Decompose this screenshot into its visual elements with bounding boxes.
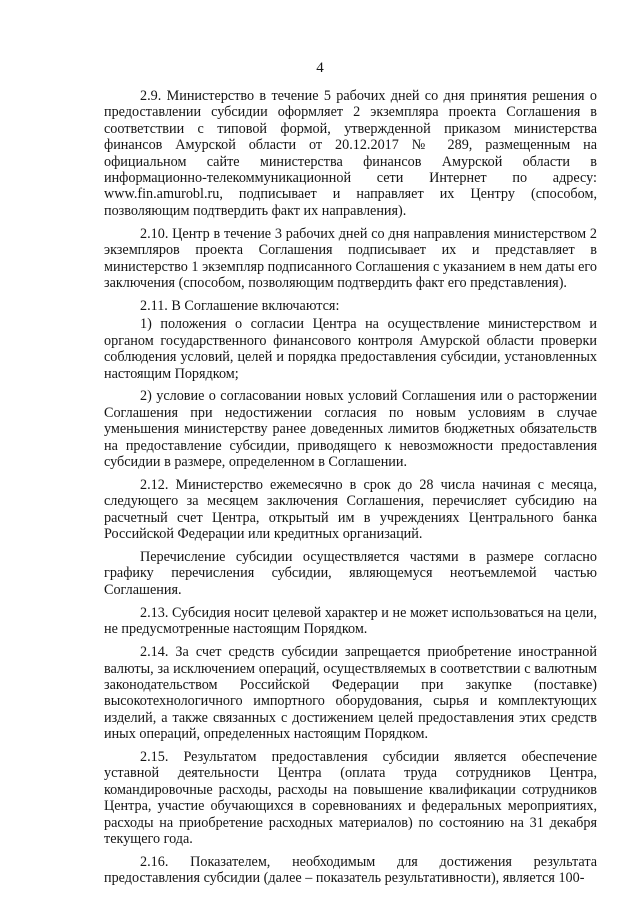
paragraph-2-16: 2.16. Показателем, необходимым для достижения результата предоставления субсидии (далее – показатель результативности), является 100- bbox=[104, 853, 597, 887]
paragraph-2-12: 2.12. Министерство ежемесячно в срок до 28 числа начиная с месяца, следующего за месяцем заключения Соглашения, перечисляет субсидию на расчетный счет Центра, открытый им в учреждениях Центрального банка Российской Федерации или кредитных организаций. bbox=[104, 476, 597, 543]
list-item-1: 1) положения о согласии Центра на осуществление министерством и органом государственного финансового контроля Амурской области проверки соблюдения условий, целей и порядка предоставления субсидии, установленных настоящим Порядком; bbox=[104, 316, 597, 382]
paragraph-2-15: 2.15. Результатом предоставления субсидии является обеспечение уставной деятельности Центра (оплата труда сотрудников Центра, командировочные расходы, расходы на повышение квалификации сотрудников Центра, участие обучающихся в соревнованиях и федеральных мероприятиях, расходы на приобретение расходных материалов) по состоянию на 31 декабря текущего года. bbox=[104, 749, 597, 848]
paragraph-2-11: 2.11. В Соглашение включаются: bbox=[140, 297, 340, 314]
list-item-2: 2) условие о согласовании новых условий Соглашения или о расторжении Соглашения при недостижении согласия по новым условиям в случае уменьшения министерству ранее доведенных лимитов бюджетных обязательств на предоставление субсидии, приводящего к невозможности предоставления субсидии в размере, определенном в Соглашении. bbox=[104, 388, 597, 471]
paragraph-2-10: 2.10. Центр в течение 3 рабочих дней со дня направления министерством 2 экземпляров проекта Соглашения подписывает их и представляет в министерство 1 экземпляр подписанного Соглашения с указанием в нем даты его заключения (способом, позволяющим подтвердить факт его представления). bbox=[104, 225, 597, 291]
paragraph-2-9: 2.9. Министерство в течение 5 рабочих дней со дня принятия решения о предоставлении субсидии оформляет 2 экземпляра проекта Соглашения в соответствии с типовой формой, утвержденной приказом министерства финансов Амурской области от 20.12.2017 № 289, размещенным на официальном сайте министерства финансов Амурской области в информационно-телекоммуникационной сети Интернет по адресу: www.fin.amurobl.ru, подписывает и направляет их Центру (способом, позволяющим подтвердить факт их направления). bbox=[104, 88, 597, 219]
paragraph-2-14: 2.14. За счет средств субсидии запрещается приобретение иностранной валюты, за исключением операций, осуществляемых в соответствии с валютным законодательством Российской Федерации при закупке (поставке) высокотехнологичного импортного оборудования, сырья и комплектующих изделий, а также связанных с достижением целей предоставления этих средств иных операций, определенных настоящим Порядком. bbox=[104, 644, 597, 743]
paragraph-transfer: Перечисление субсидии осуществляется частями в размере согласно графику перечисления субсидии, являющемуся неотъемлемой частью Соглашения. bbox=[104, 549, 597, 598]
paragraph-2-13: 2.13. Субсидия носит целевой характер и не может использоваться на цели, не предусмотренные настоящим Порядком. bbox=[104, 604, 597, 638]
document-body bbox=[104, 88, 597, 893]
page-number: 4 bbox=[316, 60, 324, 76]
